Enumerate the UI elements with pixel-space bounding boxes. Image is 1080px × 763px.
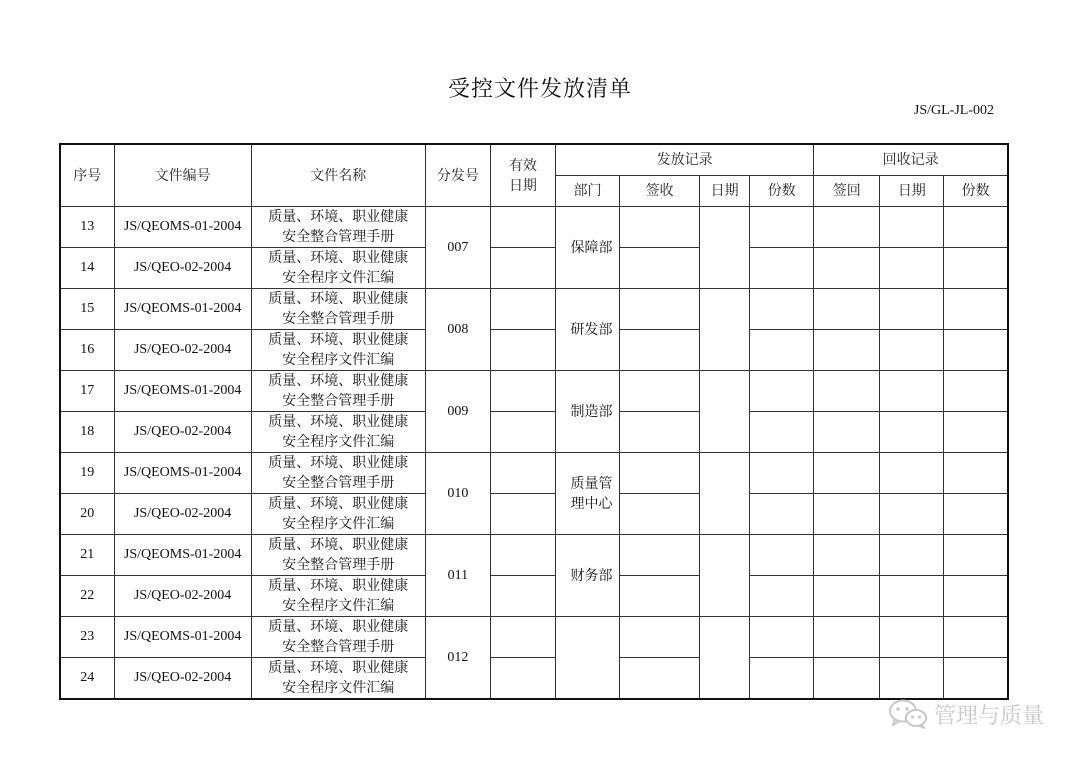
row-dept: 研发部 (555, 289, 619, 371)
row-copies (750, 248, 814, 289)
row-doc-name: 质量、环境、职业健康 安全整合管理手册 (251, 289, 425, 330)
row-return-copies (944, 658, 1008, 700)
table-row (60, 617, 1008, 658)
row-doc-name: 质量、环境、职业健康 安全整合管理手册 (251, 207, 425, 248)
row-valid-date (490, 330, 555, 371)
row-doc-name: 质量、环境、职业健康 安全整合管理手册 (251, 535, 425, 576)
row-date (700, 207, 750, 289)
row-return-date (880, 535, 944, 576)
row-return-copies (944, 617, 1008, 658)
row-sign (620, 658, 700, 700)
table-row (60, 494, 1008, 535)
row-seq: 13 (60, 207, 114, 248)
row-return-sign (814, 535, 880, 576)
row-sign (620, 412, 700, 453)
row-return-copies (944, 576, 1008, 617)
row-copies (750, 371, 814, 412)
row-valid-date (490, 658, 555, 700)
wechat-icon (888, 698, 928, 730)
row-return-copies (944, 453, 1008, 494)
table-row (60, 453, 1008, 494)
row-doc-name: 质量、环境、职业健康 安全整合管理手册 (251, 617, 425, 658)
header-copies: 份数 (750, 176, 814, 207)
row-dept: 制造部 (555, 371, 619, 453)
row-return-date (880, 371, 944, 412)
row-sign (620, 207, 700, 248)
row-dist-no: 008 (425, 289, 490, 371)
row-valid-date (490, 494, 555, 535)
header-doc-no: 文件编号 (114, 144, 251, 207)
row-valid-date (490, 371, 555, 412)
row-dept: 质量管 理中心 (555, 453, 619, 535)
row-doc-name: 质量、环境、职业健康 安全整合管理手册 (251, 371, 425, 412)
row-return-sign (814, 658, 880, 700)
distribution-table (59, 143, 1009, 700)
row-date (700, 453, 750, 535)
table-row (60, 330, 1008, 371)
row-return-sign (814, 576, 880, 617)
row-seq: 21 (60, 535, 114, 576)
row-doc-name: 质量、环境、职业健康 安全程序文件汇编 (251, 494, 425, 535)
row-return-copies (944, 412, 1008, 453)
row-return-sign (814, 289, 880, 330)
row-valid-date (490, 535, 555, 576)
row-sign (620, 576, 700, 617)
row-valid-date (490, 617, 555, 658)
row-return-copies (944, 289, 1008, 330)
table-row (60, 658, 1008, 700)
row-dist-no: 009 (425, 371, 490, 453)
table-row (60, 289, 1008, 330)
watermark (888, 698, 1044, 730)
row-copies (750, 289, 814, 330)
row-return-sign (814, 453, 880, 494)
header-valid-date: 有效 日期 (490, 144, 555, 207)
row-doc-no: JS/QEOMS-01-2004 (114, 371, 251, 412)
row-return-copies (944, 207, 1008, 248)
row-dist-no: 012 (425, 617, 490, 700)
row-return-copies (944, 371, 1008, 412)
row-return-copies (944, 494, 1008, 535)
row-return-date (880, 576, 944, 617)
table-row (60, 248, 1008, 289)
header-return-copies: 份数 (944, 176, 1008, 207)
row-date (700, 371, 750, 453)
row-doc-no: JS/QEO-02-2004 (114, 658, 251, 700)
row-return-copies (944, 330, 1008, 371)
row-return-date (880, 617, 944, 658)
header-recall-record: 回收记录 (814, 144, 1008, 176)
table-row (60, 412, 1008, 453)
row-dist-no: 011 (425, 535, 490, 617)
row-doc-no: JS/QEOMS-01-2004 (114, 453, 251, 494)
row-valid-date (490, 248, 555, 289)
row-dept: 财务部 (555, 535, 619, 617)
row-copies (750, 658, 814, 700)
row-sign (620, 494, 700, 535)
table-row (60, 576, 1008, 617)
row-doc-name: 质量、环境、职业健康 安全程序文件汇编 (251, 330, 425, 371)
row-date (700, 535, 750, 617)
row-doc-no: JS/QEOMS-01-2004 (114, 207, 251, 248)
table-row (60, 535, 1008, 576)
header-doc-name: 文件名称 (251, 144, 425, 207)
row-doc-no: JS/QEO-02-2004 (114, 576, 251, 617)
row-doc-no: JS/QEO-02-2004 (114, 330, 251, 371)
row-return-sign (814, 412, 880, 453)
row-sign (620, 453, 700, 494)
row-return-date (880, 658, 944, 700)
row-seq: 16 (60, 330, 114, 371)
row-return-date (880, 412, 944, 453)
row-copies (750, 330, 814, 371)
row-sign (620, 535, 700, 576)
form-code: JS/GL-JL-002 (913, 103, 994, 118)
row-seq: 14 (60, 248, 114, 289)
row-doc-no: JS/QEO-02-2004 (114, 494, 251, 535)
row-doc-no: JS/QEOMS-01-2004 (114, 289, 251, 330)
row-valid-date (490, 576, 555, 617)
row-return-sign (814, 371, 880, 412)
header-issue-record: 发放记录 (555, 144, 813, 176)
row-doc-no: JS/QEOMS-01-2004 (114, 617, 251, 658)
row-dist-no: 007 (425, 207, 490, 289)
row-return-date (880, 207, 944, 248)
row-copies (750, 453, 814, 494)
row-copies (750, 412, 814, 453)
row-dept: 保障部 (555, 207, 619, 289)
row-return-sign (814, 207, 880, 248)
row-return-date (880, 330, 944, 371)
row-return-copies (944, 535, 1008, 576)
row-doc-name: 质量、环境、职业健康 安全程序文件汇编 (251, 248, 425, 289)
row-return-sign (814, 330, 880, 371)
row-sign (620, 289, 700, 330)
row-valid-date (490, 453, 555, 494)
row-doc-name: 质量、环境、职业健康 安全程序文件汇编 (251, 576, 425, 617)
table-row (60, 207, 1008, 248)
row-return-date (880, 289, 944, 330)
row-copies (750, 535, 814, 576)
row-valid-date (490, 289, 555, 330)
row-return-copies (944, 248, 1008, 289)
header-dist-no: 分发号 (425, 144, 490, 207)
row-copies (750, 576, 814, 617)
header-date: 日期 (700, 176, 750, 207)
row-doc-name: 质量、环境、职业健康 安全整合管理手册 (251, 453, 425, 494)
row-sign (620, 371, 700, 412)
header-return-date: 日期 (880, 176, 944, 207)
row-doc-name: 质量、环境、职业健康 安全程序文件汇编 (251, 658, 425, 700)
row-seq: 20 (60, 494, 114, 535)
row-seq: 17 (60, 371, 114, 412)
row-doc-no: JS/QEO-02-2004 (114, 248, 251, 289)
header-sign: 签收 (620, 176, 700, 207)
row-sign (620, 330, 700, 371)
row-copies (750, 617, 814, 658)
row-return-date (880, 453, 944, 494)
row-seq: 19 (60, 453, 114, 494)
row-seq: 15 (60, 289, 114, 330)
row-copies (750, 207, 814, 248)
row-seq: 24 (60, 658, 114, 700)
header-seq: 序号 (60, 144, 114, 207)
watermark-text: 管理与质量 (933, 703, 1044, 729)
row-return-sign (814, 248, 880, 289)
row-doc-name: 质量、环境、职业健康 安全程序文件汇编 (251, 412, 425, 453)
row-copies (750, 494, 814, 535)
row-return-date (880, 248, 944, 289)
row-seq: 23 (60, 617, 114, 658)
row-date (700, 289, 750, 371)
row-sign (620, 248, 700, 289)
table-row (60, 371, 1008, 412)
header-dept: 部门 (555, 176, 619, 207)
row-seq: 18 (60, 412, 114, 453)
row-doc-no: JS/QEOMS-01-2004 (114, 535, 251, 576)
row-return-sign (814, 617, 880, 658)
row-seq: 22 (60, 576, 114, 617)
row-dept (555, 617, 619, 700)
page-title: 受控文件发放清单 (447, 77, 632, 102)
row-valid-date (490, 412, 555, 453)
row-sign (620, 617, 700, 658)
row-dist-no: 010 (425, 453, 490, 535)
row-doc-no: JS/QEO-02-2004 (114, 412, 251, 453)
table-body (60, 207, 1008, 700)
row-return-date (880, 494, 944, 535)
header-return-sign: 签回 (814, 176, 880, 207)
row-valid-date (490, 207, 555, 248)
row-return-sign (814, 494, 880, 535)
row-date (700, 617, 750, 700)
